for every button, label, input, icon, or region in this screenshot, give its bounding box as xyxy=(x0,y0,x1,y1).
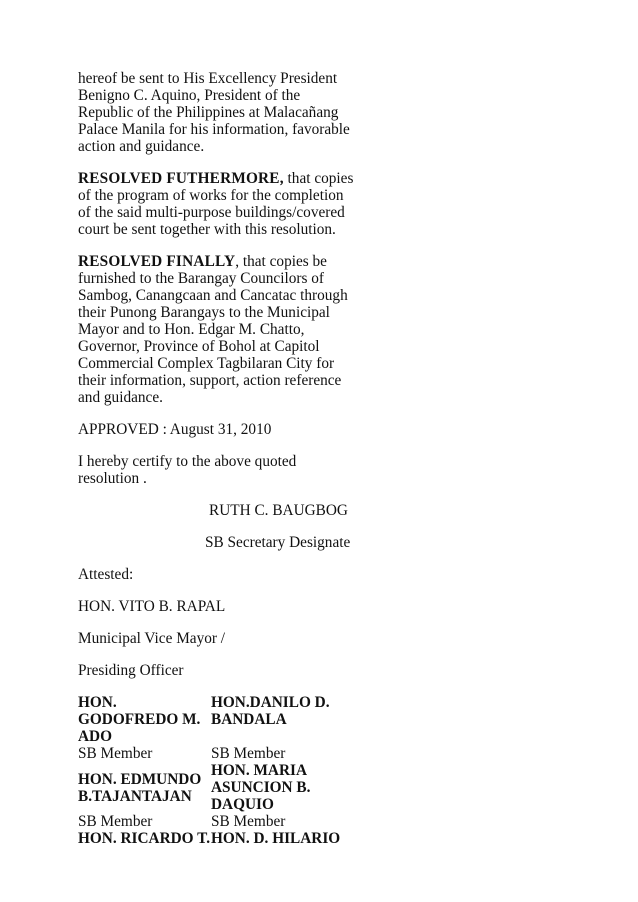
member-name: HON. D. HILARIO xyxy=(211,830,341,847)
table-row xyxy=(78,813,358,830)
presiding-officer-title: Presiding Officer xyxy=(78,662,184,679)
member-name: HON. MARIA ASUNCION B. DAQUIO xyxy=(211,762,311,813)
resolved-finally-heading: RESOLVED FINALLY xyxy=(78,253,236,270)
member-name: HON. EDMUNDO B.TAJANTAJAN xyxy=(78,770,202,805)
certify-statement: I hereby certify to the above quoted resolution . xyxy=(78,453,297,487)
member-name: HON.DANILO D. BANDALA xyxy=(211,694,330,728)
member-name: HON. GODOFREDO M. ADO xyxy=(78,694,201,745)
document-page xyxy=(78,70,358,847)
table-row xyxy=(78,830,358,847)
member-role: SB Member xyxy=(78,745,153,762)
table-row xyxy=(78,694,358,745)
resolved-finally-text: , that copies be furnished to the Barangay Councilors of Sambog, Canangcaan and Cancatac through their Punong Barangays to the Municipal Mayor and to Hon. Edgar M. Chatto, Governor, Province of Bohol at Capitol Commercial Complex Tagbilaran City for their information, support, action reference and guidance. xyxy=(78,253,348,406)
attested-label: Attested: xyxy=(78,566,134,583)
approved-date: APPROVED : August 31, 2010 xyxy=(78,421,272,438)
member-role: SB Member xyxy=(78,813,153,830)
table-row xyxy=(78,745,358,762)
member-role: SB Member xyxy=(211,745,286,762)
secretary-title: SB Secretary Designate xyxy=(205,534,351,551)
resolved-furthermore-heading: RESOLVED FUTHERMORE, xyxy=(78,170,284,187)
table-row xyxy=(78,762,358,813)
resolved-furthermore-text: that copies of the program of works for the completion of the said multi-purpose buildings/covered court be sent together with this resolution. xyxy=(78,170,354,238)
secretary-name: RUTH C. BAUGBOG xyxy=(209,502,348,519)
paragraph-resolved-furthermore xyxy=(78,170,358,238)
vice-mayor-name: HON. VITO B. RAPAL xyxy=(78,598,226,615)
member-name: HON. RICARDO T. xyxy=(78,830,211,847)
vice-mayor-title: Municipal Vice Mayor / xyxy=(78,630,226,647)
sb-members-table xyxy=(78,694,358,847)
member-role: SB Member xyxy=(211,813,286,830)
paragraph-resolved-finally xyxy=(78,253,358,406)
paragraph-president: hereof be sent to His Excellency President Benigno C. Aquino, President of the Republic of the Philippines at Malacañang Palace Manila for his information, favorable action and guidance. xyxy=(78,70,350,155)
